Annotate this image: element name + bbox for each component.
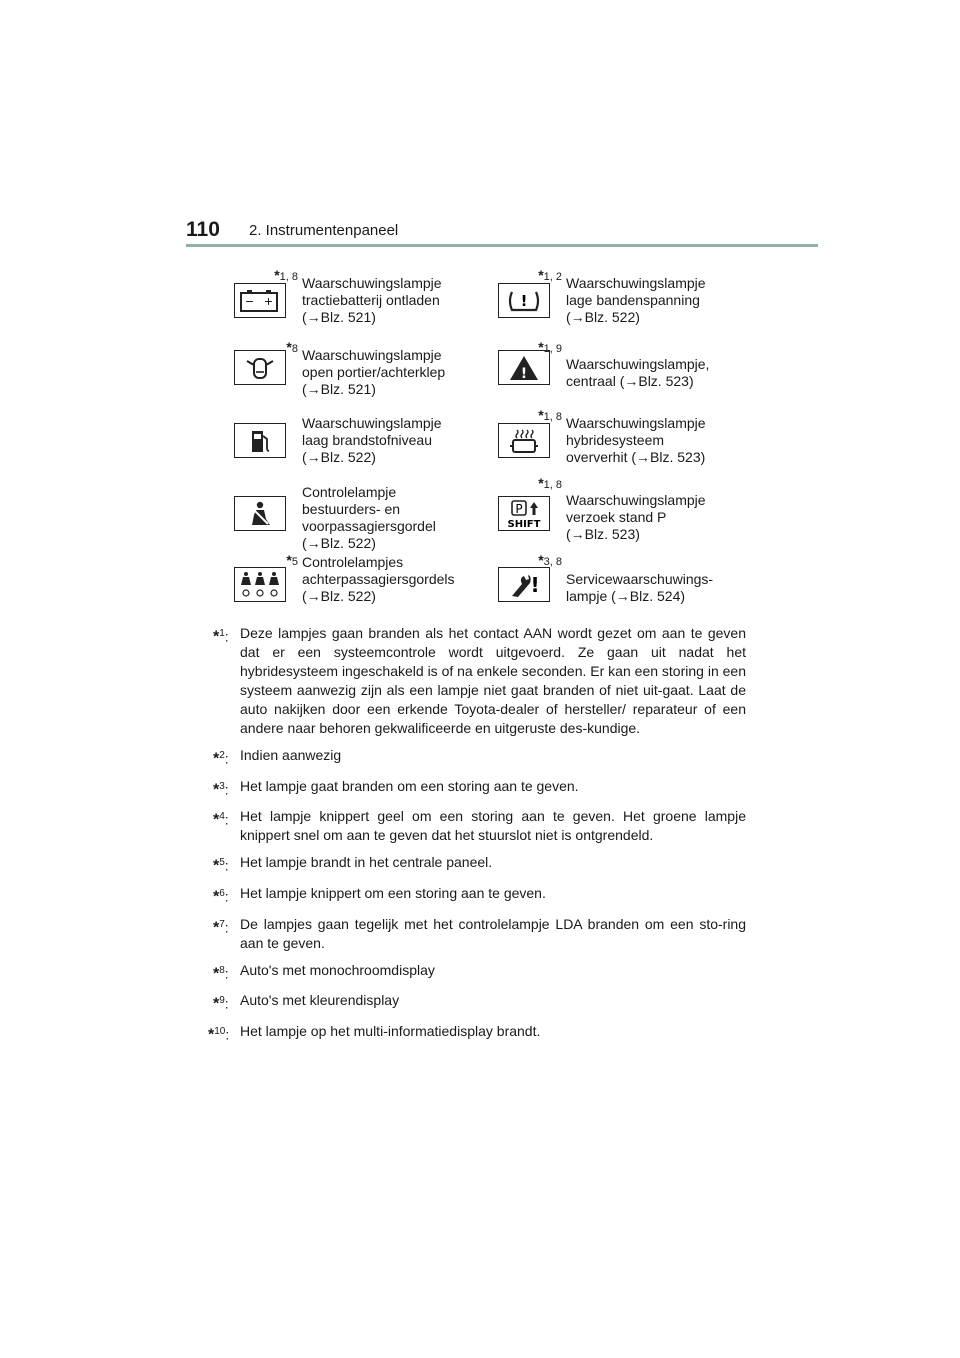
lamp-label-line: Waarschuwingslampje <box>566 492 706 508</box>
lamp-cell <box>482 550 746 616</box>
section-title: 2. Instrumentenpaneel <box>249 222 399 239</box>
lamp-page-ref: (→Blz. 521) <box>302 309 376 325</box>
p-letter: P <box>515 501 523 516</box>
header-rule <box>186 244 818 247</box>
lamp-table <box>218 258 747 616</box>
footnote: *$^8$: Auto's met monochroomdisplay <box>213 961 435 983</box>
lamp-cell <box>482 466 746 550</box>
lamp-label-line: laag brandstofniveau <box>302 432 432 448</box>
tire-warning-mark: ! <box>520 291 528 310</box>
lamp-label-line: open portier/achterklep <box>302 364 446 380</box>
lamp-page-ref: centraal (→Blz. 523) <box>566 373 694 389</box>
service-mark: ! <box>530 572 540 597</box>
lamp-page-ref: (→Blz. 522) <box>302 535 376 551</box>
footnote-ref: *3, 8 <box>538 552 562 568</box>
shift-word: SHIFT <box>507 518 541 529</box>
battery-minus-label: − <box>244 294 255 308</box>
lamp-page-ref: oververhit (→Blz. 523) <box>566 449 706 465</box>
footnote: *$^1$: Deze lampjes gaan branden als het contact AAN wordt gezet om aan te geven dat er een systeemcontrole wordt uitgevoerd. Ze gaan uit nadat het hybridesysteem ingeschakeld is of na enkele seconden. Er kan een storing in een systeem aanwezig zijn als een lampje niet gaat branden of niet uit-gaat. Laat de auto nakijken door een erkende Toyota-dealer of hersteller/ reparateur of een andere naar behoren gekwalificeerde en uitgeruste des-kundige. <box>213 625 746 736</box>
battery-plus-label: + <box>263 294 274 308</box>
p-shift-icon <box>498 496 550 531</box>
lamp-label-line: hybridesysteem <box>566 432 665 448</box>
lamp-label-line: Waarschuwingslampje <box>566 275 706 291</box>
lamp-row <box>218 550 747 616</box>
lamp-row <box>218 398 747 466</box>
lamp-label-line: lage bandenspanning <box>566 292 700 308</box>
seatbelt-icon <box>234 496 286 531</box>
battery-icon <box>234 283 286 318</box>
lamp-label-line: Waarschuwingslampje, <box>566 356 710 372</box>
warning-mark: ! <box>520 365 528 382</box>
lamp-cell <box>482 258 746 330</box>
lamp-label-line: tractiebatterij ontladen <box>302 292 440 308</box>
lamp-label-line: voorpassagiersgordel <box>302 518 436 534</box>
lamp-row <box>218 330 747 398</box>
lamp-label-line: Controlelampjes <box>302 554 404 570</box>
lamp-cell <box>218 550 482 616</box>
lamp-cell <box>482 330 746 398</box>
lamp-page-ref: (→Blz. 522) <box>302 449 376 465</box>
footnote-ref: *1, 2 <box>538 267 562 283</box>
lamp-label-line: achterpassagiersgordels <box>302 571 455 587</box>
lamp-page-ref: (→Blz. 521) <box>302 381 376 397</box>
lamp-label-line: verzoek stand P <box>566 509 667 525</box>
lamp-page-ref: (→Blz. 522) <box>302 588 376 604</box>
footnotes <box>208 624 746 1053</box>
lamp-label-line: Waarschuwingslampje <box>566 415 706 431</box>
footnote-ref: *1, 8 <box>274 267 298 283</box>
footnote-ref: *1, 9 <box>538 339 562 355</box>
lamp-label-line: Servicewaarschuwings- <box>566 571 714 587</box>
lamp-label-line: Waarschuwingslampje <box>302 415 442 431</box>
lamp-page-ref: (→Blz. 522) <box>566 309 640 325</box>
footnote-ref: *5 <box>286 552 298 568</box>
footnote: *$^4$: Het lampje knippert geel om een storing aan te geven. Het groene lampje knippert snel om aan te geven dat het stuurslot niet is ontgrendeld. <box>213 808 746 844</box>
footnote: *$^9$: Auto's met kleurendisplay <box>213 992 400 1013</box>
footnote-ref: *1, 8 <box>538 475 562 491</box>
hybrid-overheat-icon <box>498 423 550 458</box>
lamp-label-line: Waarschuwingslampje <box>302 347 442 363</box>
footnote: *$^5$: Het lampje brandt in het centrale paneel. <box>213 854 493 875</box>
master-warning-icon <box>498 350 550 385</box>
lamp-page-ref: (→Blz. 523) <box>566 526 640 542</box>
page-number: 110 <box>186 218 220 241</box>
lamp-cell <box>482 398 746 466</box>
open-door-icon <box>234 350 286 385</box>
lamp-page-ref: lampje (→Blz. 524) <box>566 588 686 604</box>
fuel-pump-icon <box>234 423 286 458</box>
lamp-cell <box>218 258 482 330</box>
footnote: *$^7$: De lampjes gaan tegelijk met het controlelampje LDA branden om een sto-ring aan te geven. <box>213 915 746 951</box>
footnote: *$^{10}$: Het lampje op het multi-informatiedisplay brandt. <box>208 1022 541 1044</box>
lamp-label-line: bestuurders- en <box>302 501 401 517</box>
lamp-row <box>218 466 747 550</box>
lamp-label-line: Waarschuwingslampje <box>302 275 442 291</box>
lamp-row <box>218 258 747 330</box>
lamp-label-line: Controlelampje <box>302 484 397 500</box>
footnote-ref: *8 <box>286 339 298 355</box>
footnote: *$^3$: Het lampje gaat branden om een storing aan te geven. <box>213 777 579 799</box>
lamp-cell <box>218 398 482 466</box>
lamp-cell <box>218 330 482 398</box>
footnote-ref: *1, 8 <box>538 407 562 423</box>
tire-pressure-icon <box>498 283 550 318</box>
rear-seatbelt-icon <box>234 567 286 602</box>
footnote: *$^2$: Indien aanwezig <box>213 747 342 768</box>
service-warning-icon <box>498 567 550 602</box>
footnote: *$^6$: Het lampje knippert om een storing aan te geven. <box>213 884 546 906</box>
lamp-cell <box>218 466 482 550</box>
